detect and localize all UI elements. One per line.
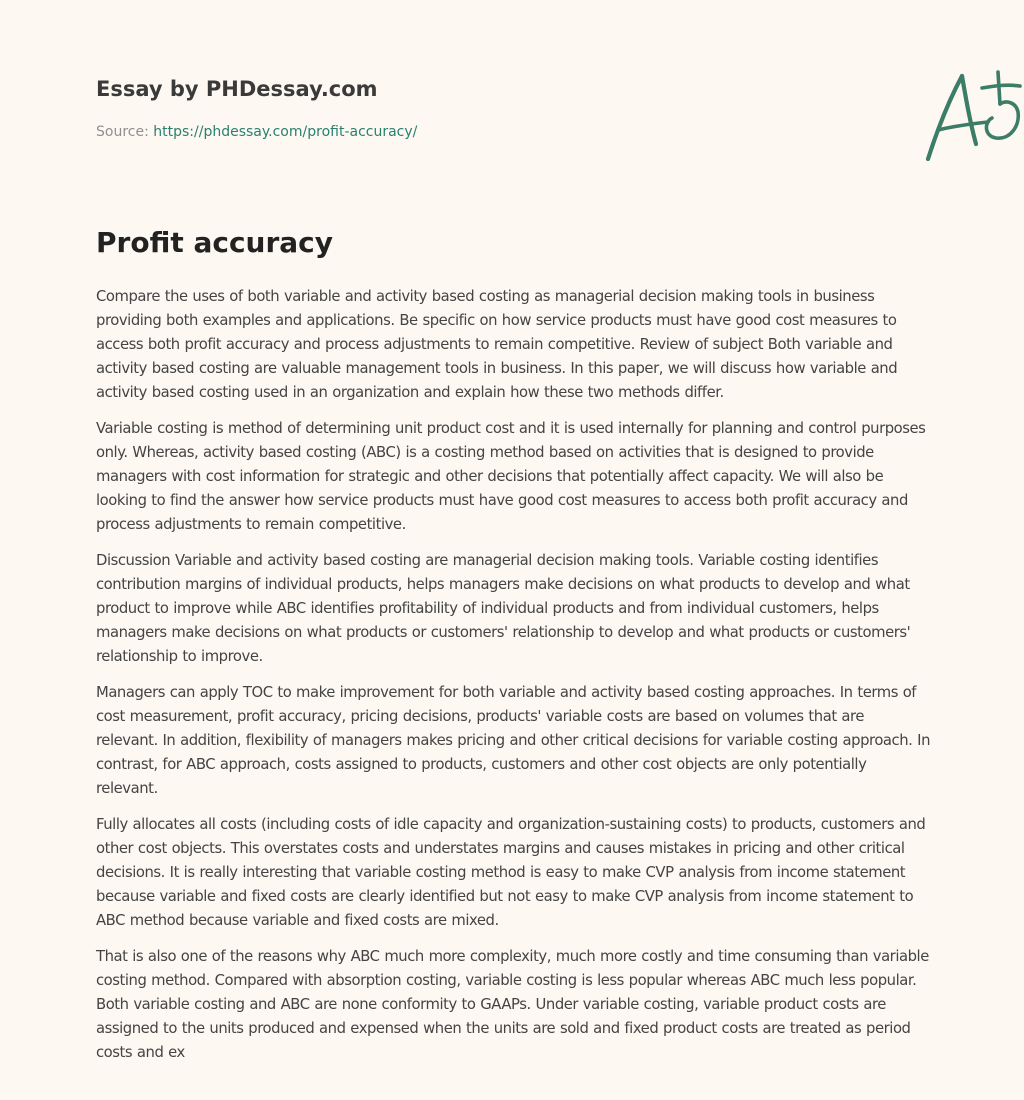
paragraph: That is also one of the reasons why ABC much more complexity, much more costly and time consuming than variable costing method. Compared with absorption costing, variable costing is less popular whereas ABC much less popular. Both variable costing and ABC are none conformity to GAAPs. Under variable costing, variable product costs are assigned to the units produced and expensed when the units are sold and fixed product costs are treated as period costs and ex bbox=[96, 948, 929, 1061]
paragraph: Compare the uses of both variable and activity based costing as managerial decision making tools in business providing both examples and applications. Be specific on how service products must have good cost measures to access both profit accuracy and process adjustments to remain competitive. Review of subject Both variable and activity based costing are valuable management tools in business. In this paper, we will discuss how variable and activity based costing used in an organization and explain how these two methods differ. bbox=[96, 288, 898, 401]
paragraph: Discussion Variable and activity based costing are managerial decision making tools. Variable costing identifies contribution margins of individual products, helps managers make decisions on what products to develop and what product to improve while ABC identifies profitability of individual products and from individual customers, helps managers make decisions on what products or customers' relationship to develop and what products or customers' relationship to improve. bbox=[96, 552, 911, 665]
paragraph: Fully allocates all costs (including costs of idle capacity and organization-sustaining costs) to products, customers and other cost objects. This overstates costs and understates margins and causes mistakes in pricing and other critical decisions. It is really interesting that variable costing method is easy to make CVP analysis from income statement because variable and fixed costs are clearly identified but not easy to make CVP analysis from income statement to ABC method because variable and fixed costs are mixed. bbox=[96, 816, 926, 929]
source-link[interactable]: https://phdessay.com/profit-accuracy/ bbox=[153, 124, 418, 140]
source-line bbox=[96, 124, 417, 140]
essay-body bbox=[96, 285, 930, 1077]
essay-title: Profit accuracy bbox=[96, 226, 334, 259]
paragraph: Variable costing is method of determining unit product cost and it is used internally for planning and control purposes only. Whereas, activity based costing (ABC) is a costing method based on activities that is designed to provide managers with cost information for strategic and other decisions that potentially affect capacity. We will also be looking to find the answer how service products must have good cost measures to access both profit accuracy and process adjustments to remain competitive. bbox=[96, 420, 926, 533]
paragraph: Managers can apply TOC to make improvement for both variable and activity based costing approaches. In terms of cost measurement, profit accuracy, pricing decisions, products' variable costs are based on volumes that are relevant. In addition, flexibility of managers makes pricing and other critical decisions for variable costing approach. In contrast, for ABC approach, costs assigned to products, customers and other cost objects are only potentially relevant. bbox=[96, 684, 931, 797]
site-title: Essay by PHDessay.com bbox=[96, 77, 378, 101]
a-plus-logo-icon bbox=[916, 64, 1024, 168]
source-label: Source: bbox=[96, 124, 154, 140]
